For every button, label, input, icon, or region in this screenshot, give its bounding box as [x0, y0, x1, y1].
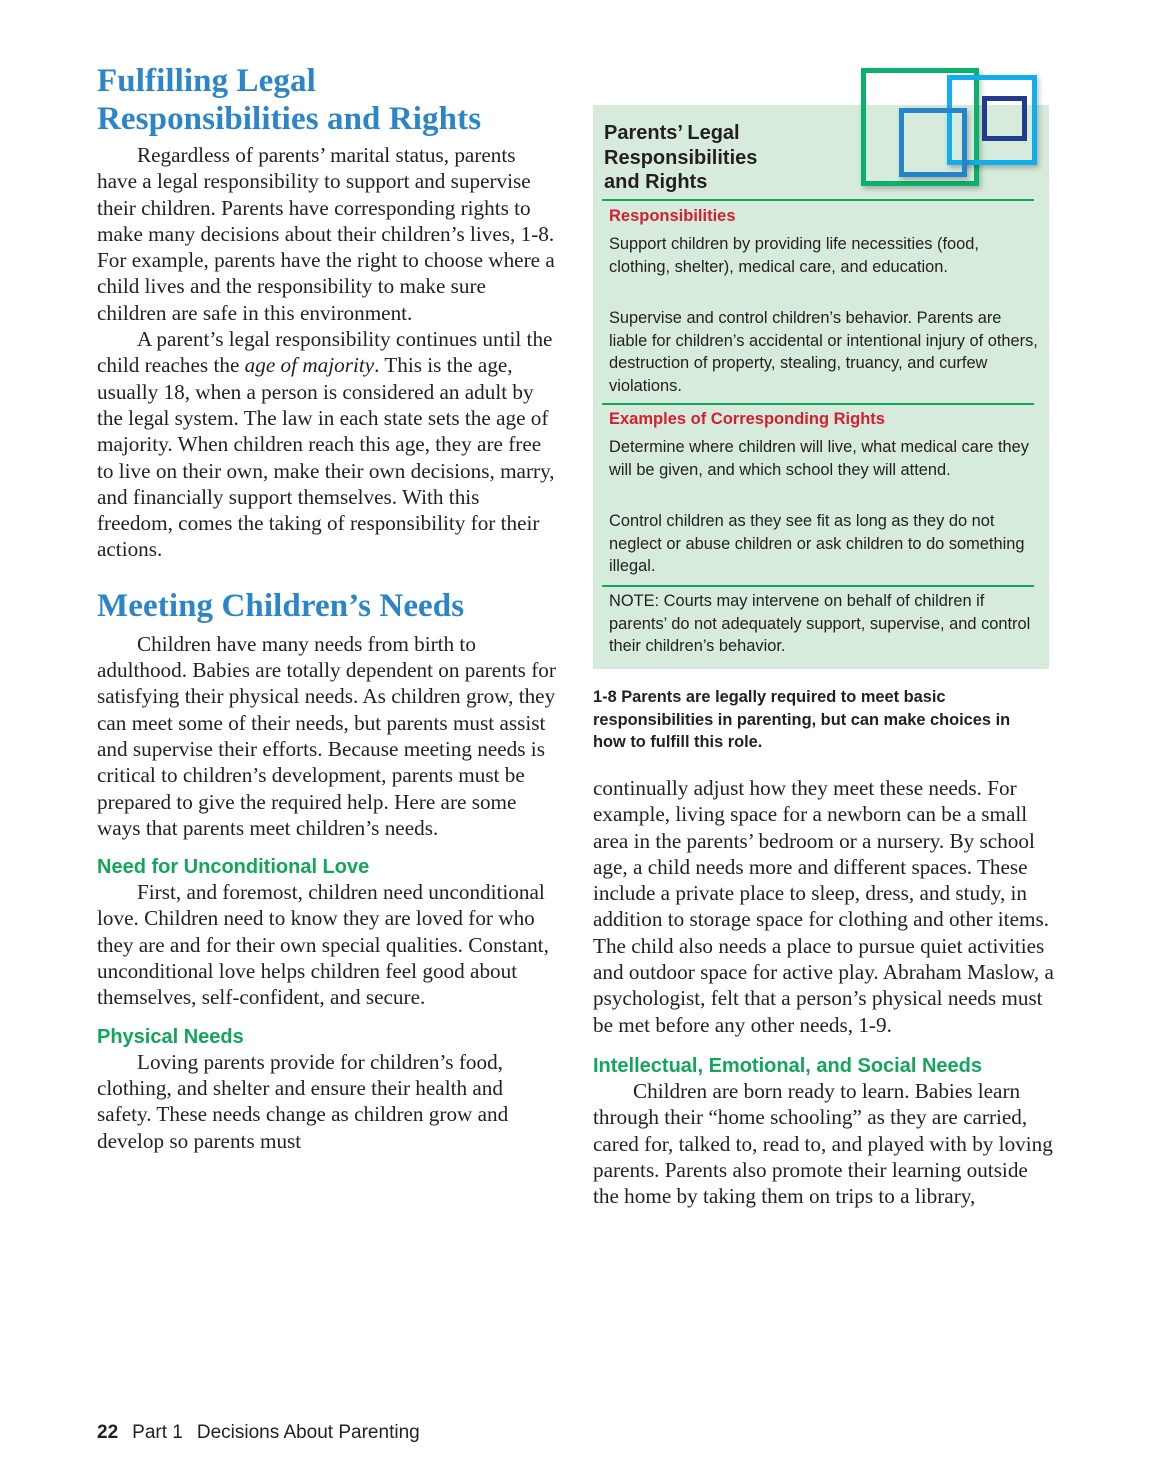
title-line: Responsibilities [604, 146, 758, 169]
label-responsibilities: Responsibilities [609, 207, 736, 225]
part-title: Decisions About Parenting [196, 1422, 420, 1443]
page-footer [97, 1422, 420, 1444]
heading-line: Fulfilling Legal [97, 63, 316, 99]
divider [602, 585, 1034, 587]
right-column [593, 775, 1055, 1209]
decorative-square-icon [899, 108, 967, 177]
paragraph-legal-2 [97, 326, 557, 563]
label-rights: Examples of Corresponding Rights [609, 410, 885, 428]
responsibility-item: Supervise and control children’s behavior. Parents are liable for children’s accidental or intentional injury of others, destruction of property, stealing, truancy, and curfew violations. [609, 309, 1038, 395]
left-column [97, 62, 557, 1154]
title-line: Parents’ Legal [604, 122, 740, 144]
paragraph-physical-needs: Loving parents provide for children’s food, clothing, and shelter and ensure their health and safety. These needs change as children grow and develop so parents must [97, 1049, 509, 1153]
page-number: 22 [97, 1422, 119, 1443]
divider [602, 199, 1034, 201]
note-text: NOTE: Courts may intervene on behalf of children if parents’ do not adequately support, supervise, and control their children’s behavior. [609, 592, 1031, 656]
heading-line: Responsibilities and Rights [97, 101, 482, 137]
responsibility-item: Support children by providing life necessities (food, clothing, shelter), medical care, and education. [609, 235, 979, 276]
rights-item: Control children as they see fit as long as they do not neglect or abuse children or ask children to do something illegal. [609, 512, 1025, 576]
section-heading-legal [97, 62, 557, 138]
figure-caption: 1-8 Parents are legally required to meet basic responsibilities in parenting, but can make choices in how to fulfill this role. [593, 688, 1011, 751]
text-run: . This is the age, usually 18, when a person is considered an adult by the legal system. The law in each state sets the age of majority. When children reach this age, they are free to live on their own, make their own decisions, marry, and financially support themselves. With this freedom, comes the taking of responsibility for their actions. [97, 353, 555, 562]
text-run: A parent’s legal responsibility continues until the child reaches the [97, 327, 553, 378]
subheading-physical-needs: Physical Needs [97, 1025, 244, 1048]
feature-box-legal-responsibilities [593, 105, 1049, 669]
paragraph-legal-1: Regardless of parents’ marital status, parents have a legal responsibility to support and supervise their children. Parents have corresponding rights to make many decisions about their children’s lives, 1-8. For example, parents have the right to choose where a child lives and the responsibility to make sure children are safe in this environment. [97, 143, 555, 325]
section-heading-needs: Meeting Children’s Needs [97, 587, 465, 624]
title-line: and Rights [604, 171, 708, 193]
part-label: Part 1 [132, 1422, 183, 1443]
subheading-unconditional-love: Need for Unconditional Love [97, 856, 370, 879]
defined-term: age of majority [244, 353, 375, 378]
paragraph-needs-intro: Children have many needs from birth to adulthood. Babies are totally dependent on parents for satisfying their physical needs. As children grow, they can meet some of their needs, but parents must assist and supervise their efforts. Because meeting needs is critical to children’s development, parents must be prepared to give the required help. Here are some ways that parents meet children’s needs. [97, 631, 556, 840]
paragraph-intellectual-needs: Children are born ready to learn. Babies learn through their “home schooling” as they are carried, cared for, talked to, read to, and played with by loving parents. Parents also promote their learning outside the home by taking them on trips to a library, [593, 1078, 1053, 1209]
feature-box-title [604, 121, 844, 195]
rights-item: Determine where children will live, what medical care they will be given, and which school they will attend. [609, 438, 1029, 479]
subheading-intellectual-needs: Intellectual, Emotional, and Social Needs [593, 1054, 982, 1077]
decorative-square-icon [982, 96, 1027, 141]
divider [602, 403, 1034, 405]
paragraph-physical-continued: continually adjust how they meet these needs. For example, living space for a newborn can be a small area in the parents’ bedroom or a nursery. By school age, a child needs more and different spaces. These include a private place to sleep, dress, and study, in addition to storage space for clothing and other items. The child also needs a place to pursue quiet activities and outdoor space for active play. Abraham Maslow, a psychologist, felt that a person’s physical needs must be met before any other needs, 1-9. [593, 776, 1054, 1037]
paragraph-unconditional-love: First, and foremost, children need unconditional love. Children need to know they are loved for who they are and for their own special qualities. Constant, unconditional love helps children feel good about themselves, self-confident, and secure. [97, 880, 549, 1010]
